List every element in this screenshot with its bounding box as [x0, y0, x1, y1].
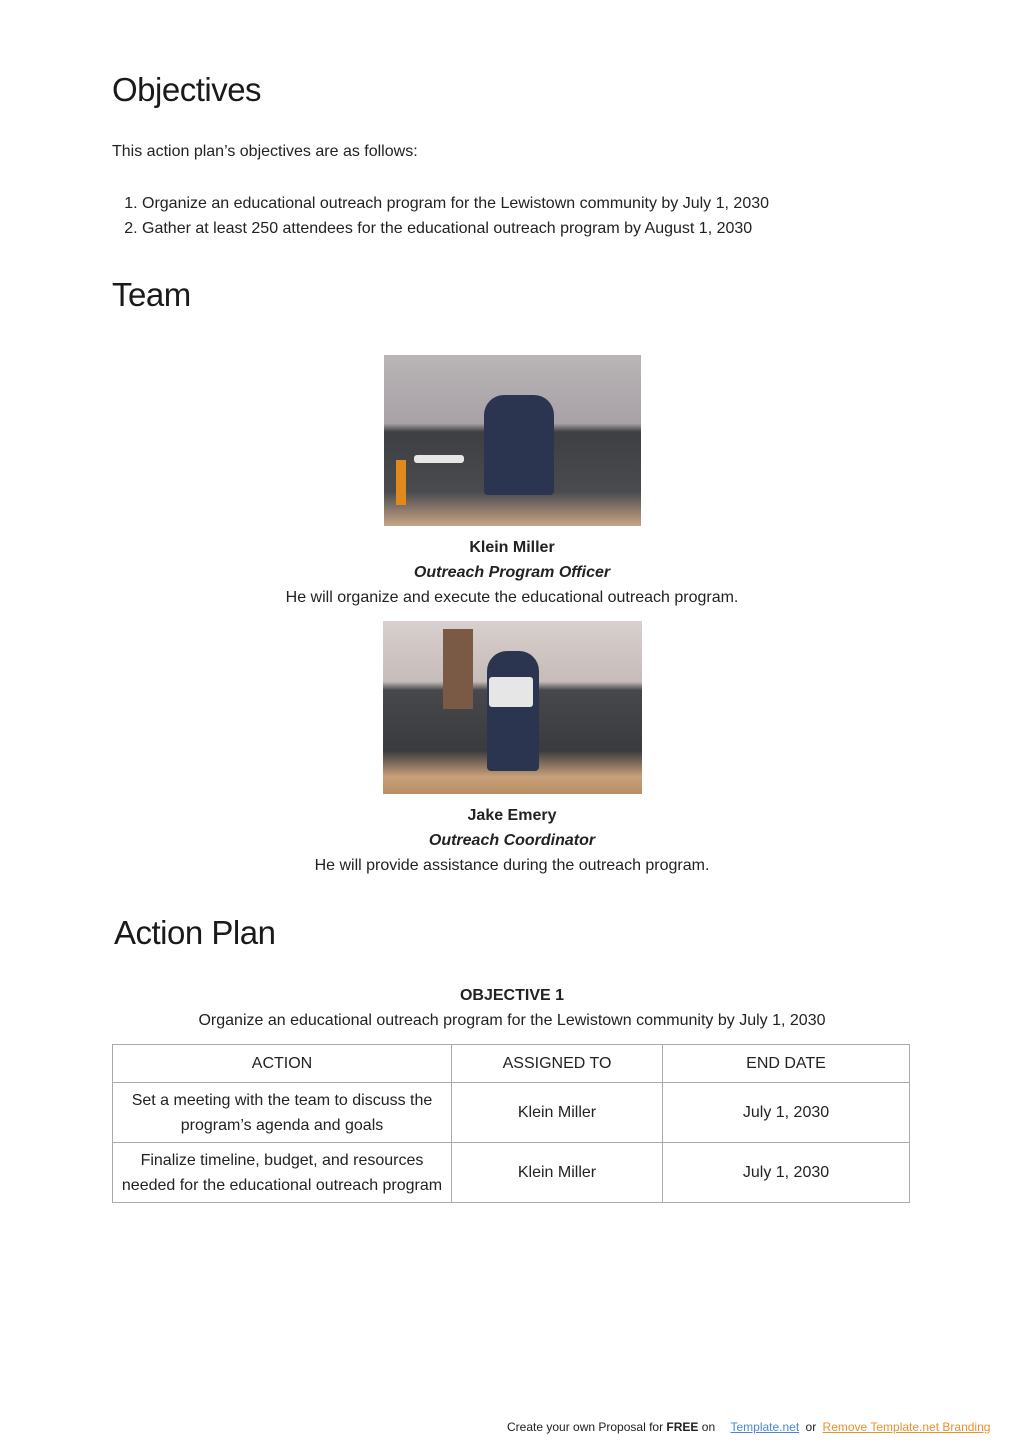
member-role: Outreach Program Officer	[413, 564, 611, 581]
cell-action: Finalize timeline, budget, and resources needed for the educational outreach program	[113, 1143, 452, 1203]
template-net-link[interactable]: Template.net	[730, 1420, 800, 1434]
cell-assigned: Klein Miller	[452, 1083, 663, 1143]
team-photo-jake-emery	[383, 621, 642, 794]
objective-text: Organize an educational outreach program for the Lewistown community by July 1, 2030	[198, 1012, 826, 1029]
member-name: Klein Miller	[469, 539, 555, 556]
member-description: He will provide assistance during the outreach program.	[314, 857, 710, 874]
footer-free: FREE	[666, 1420, 699, 1434]
column-header: END DATE	[663, 1045, 910, 1083]
objectives-list	[112, 191, 769, 241]
objectives-heading: Objectives	[112, 71, 262, 108]
footer-branding	[507, 1420, 990, 1434]
table-row	[113, 1083, 910, 1143]
remove-branding-link[interactable]: Remove Template.net Branding	[822, 1420, 991, 1434]
objective-label: OBJECTIVE 1	[459, 987, 565, 1004]
member-description: He will organize and execute the educational outreach program.	[285, 589, 739, 606]
member-role: Outreach Coordinator	[428, 832, 596, 849]
objectives-intro: This action plan’s objectives are as follows:	[112, 143, 418, 160]
footer-text: Create your own Proposal for	[507, 1420, 667, 1434]
column-header: ASSIGNED TO	[452, 1045, 663, 1083]
cell-end-date: July 1, 2030	[663, 1083, 910, 1143]
cell-assigned: Klein Miller	[452, 1143, 663, 1203]
member-name: Jake Emery	[467, 807, 557, 824]
objective-item: 2. Gather at least 250 attendees for the educational outreach program by August 1, 2030	[142, 216, 769, 241]
table-row	[113, 1143, 910, 1203]
footer-on: on	[698, 1420, 716, 1434]
team-heading: Team	[112, 276, 191, 313]
objective-item: 1. Organize an educational outreach program for the Lewistown community by July 1, 2030	[142, 191, 769, 216]
cell-action: Set a meeting with the team to discuss the program’s agenda and goals	[113, 1083, 452, 1143]
cell-end-date: July 1, 2030	[663, 1143, 910, 1203]
action-table	[112, 1044, 910, 1203]
footer-or: or	[805, 1420, 817, 1434]
table-header-row	[113, 1045, 910, 1083]
column-header: ACTION	[113, 1045, 452, 1083]
action-plan-heading: Action Plan	[114, 914, 276, 951]
team-photo-klein-miller	[384, 355, 641, 526]
